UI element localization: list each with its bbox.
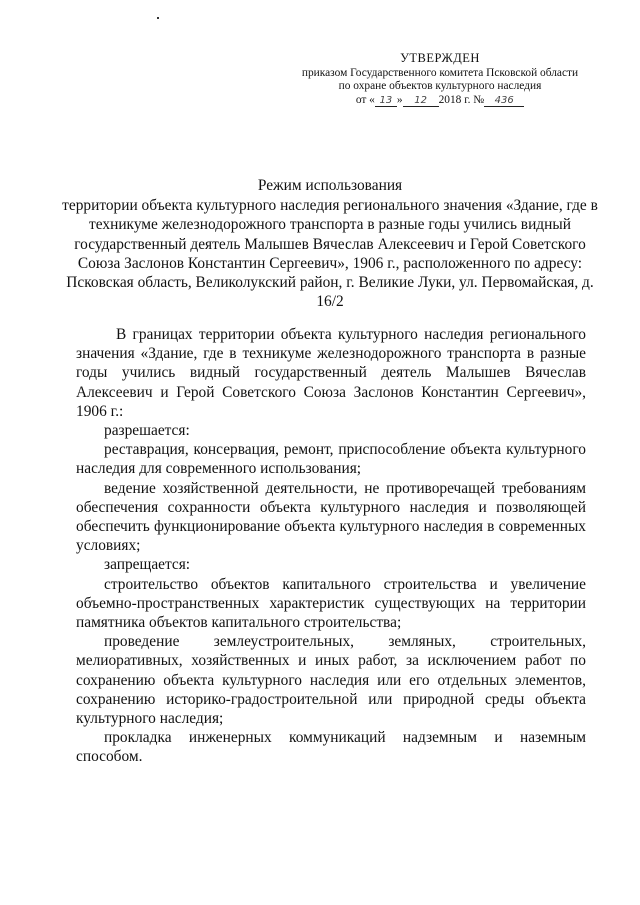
allowed-item: ведение хозяйственной деятельности, не противоречащей требованиям обеспечения сохранности объекта культурного наследия и позволяющей обеспечить функционирование объекта культурного наследия в современных условиях; — [76, 479, 586, 555]
title-text: территории объекта культурного наследия регионального значения «Здание, где в техникуме железнодорожного транспорта в разные годы учились видный государственный деятель Малышев Вячеслав Алексеевич и Герой Советского Союза Заслонов Константин Сергеевич», 1906 г., расположенного по адресу: Псковская область, Великолукский район, г. Великие Луки, ул. Первомайская, д. 16/2 — [62, 197, 598, 311]
approval-line-2: по охране объектов культурного наследия — [338, 80, 542, 93]
title-line-1: Режим использования — [257, 177, 403, 194]
date-prefix: от « — [355, 93, 375, 106]
date-mid: » — [396, 93, 403, 106]
date-year: 2018 г. № — [438, 93, 485, 106]
forbidden-heading: запрещается: — [104, 556, 191, 574]
forbidden-item: строительство объектов капитального строительства и увеличение объемно-пространственных характеристик существующих на территории памятника объектов капитального строительства; — [76, 575, 586, 632]
scan-dot — [157, 17, 159, 19]
document-body — [76, 325, 586, 767]
approval-line-1: приказом Государственного комитета Псковской области — [301, 66, 579, 79]
forbidden-item: прокладка инженерных коммуникаций надземным и наземным способом. — [76, 729, 586, 766]
forbidden-item: проведение землеустроительных, земляных, строительных, мелиоративных, хозяйственных и иных работ, за исключением работ по сохранению объекта культурного наследия или его отдельных элементов, сохранению историко-градостроительной или природной среды объекта культурного наследия; — [76, 633, 586, 728]
order-number-handwritten: 436 — [484, 95, 524, 107]
approval-stamp — [280, 52, 600, 107]
date-month-handwritten: 12 — [403, 95, 439, 107]
document-title — [60, 176, 600, 311]
intro-paragraph: В границах территории объекта культурного наследия регионального значения «Здание, где в техникуме железнодорожного транспорта в разные годы учились видный государственный деятель Малышев Вячеслав Алексеевич и Герой Советского Союза Заслонов Константин Сергеевич», 1906 г.: — [76, 326, 586, 420]
approval-date-line — [280, 94, 600, 108]
allowed-heading: разрешается: — [104, 422, 190, 440]
allowed-item: реставрация, консервация, ремонт, приспособление объекта культурного наследия для современного использования; — [76, 441, 586, 478]
date-day-handwritten: 13 — [375, 95, 397, 107]
approval-heading: УТВЕРЖДЕН — [400, 51, 480, 65]
